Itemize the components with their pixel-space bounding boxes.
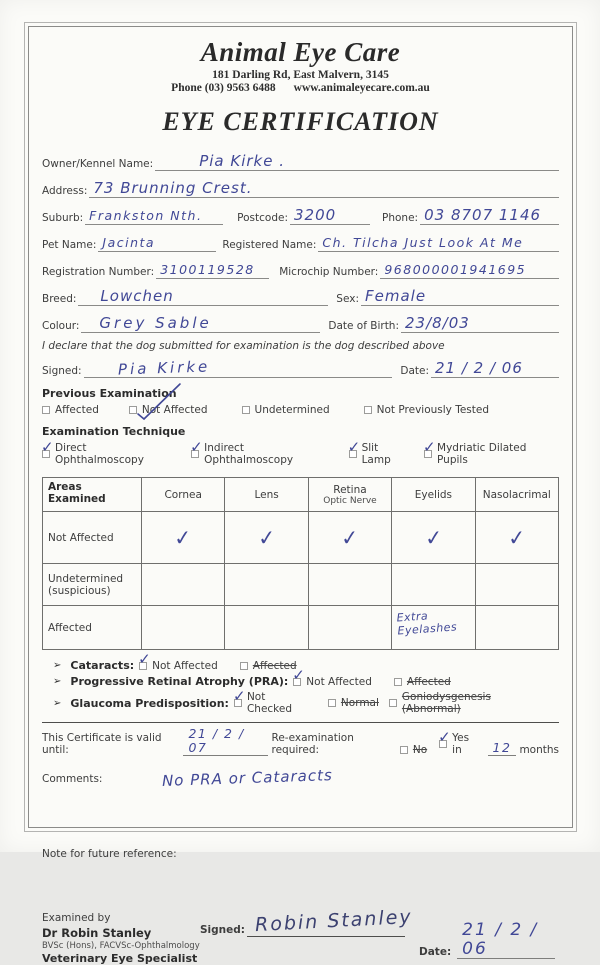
suburb-field [85, 205, 223, 225]
retina-label: Retina [333, 483, 367, 496]
examiner-signature: Robin Stanley [254, 905, 414, 937]
dob-label: Date of Birth: [328, 320, 399, 332]
phone-field [420, 205, 559, 225]
address-label: Address: [42, 185, 88, 197]
clinic-contact [42, 82, 559, 94]
handwritten-note-extra-eyelashes: Extra Eyelashes [396, 609, 458, 638]
future-note-label: Note for future reference: [42, 848, 177, 860]
microchip-number-field [380, 259, 559, 279]
cataracts-affected-option [240, 660, 297, 672]
checkbox-icon [347, 438, 361, 458]
owner-signed-label: Signed: [42, 365, 82, 377]
tick-icon: ✓ [173, 524, 194, 551]
owner-value: Pia Kirke . [199, 152, 285, 170]
declaration-text: I declare that the dog submitted for examination is the dog described above [42, 340, 445, 352]
owner-date-field [431, 358, 559, 378]
checkbox-icon [394, 678, 402, 686]
checkbox-icon [438, 728, 451, 748]
document-border [24, 22, 577, 965]
address-row [42, 178, 559, 198]
pra-affected-option [394, 676, 451, 688]
tick-icon: ✓ [506, 524, 527, 551]
prev-exam-option-not-affected [129, 404, 208, 416]
option-label: Affected [252, 659, 297, 672]
comments-value: No PRA or Cataracts [162, 766, 334, 790]
owner-label: Owner/Kennel Name: [42, 158, 154, 170]
registration-number-value: 3100119528 [160, 262, 255, 277]
option-label: No [412, 744, 428, 756]
prev-exam-option-affected [42, 404, 99, 416]
column-header-cornea: Cornea [142, 478, 225, 512]
suburb-row [42, 205, 559, 225]
table-row-not-affected [43, 512, 559, 564]
microchip-number-label: Microchip Number: [279, 266, 379, 278]
cell-not-affected-cornea [142, 512, 225, 564]
registered-name-label: Registered Name: [222, 239, 317, 251]
option-label: Not Affected [306, 675, 372, 688]
postcode-label: Postcode: [237, 212, 289, 224]
prev-exam-option-not-previously-tested [364, 404, 489, 416]
finding-label: Glaucoma Predisposition: [70, 696, 229, 710]
examiner-date-row [419, 920, 559, 959]
option-label: Yes in [452, 732, 470, 756]
cell-affected-lens [225, 606, 308, 650]
option-label: Affected [406, 675, 451, 688]
postcode-field [290, 205, 370, 225]
option-label: Affected [55, 404, 99, 416]
examination-technique-options [41, 438, 559, 466]
valid-until-value: 21 / 2 / 07 [188, 726, 245, 755]
tick-icon: ✓ [340, 524, 360, 551]
reexam-no-option [400, 744, 427, 756]
option-label: Not Checked [246, 691, 293, 715]
checkbox-icon [138, 649, 151, 670]
phone-label: Phone: [382, 212, 419, 224]
cell-affected-cornea [142, 606, 225, 650]
option-label: Not Affected [152, 659, 218, 672]
cell-not-affected-retina [308, 512, 391, 564]
document-content [28, 26, 573, 965]
examination-technique-section [42, 425, 559, 466]
owner-row [42, 151, 559, 171]
column-header-lens: Lens [225, 478, 308, 512]
registration-row [42, 259, 559, 279]
row-label: Undetermined (suspicious) [43, 564, 142, 606]
pet-name-value: Jacinta [102, 235, 156, 250]
checkbox-icon [190, 438, 203, 458]
clinic-phone: Phone (03) 9563 6488 [171, 82, 276, 94]
breed-label: Breed: [42, 293, 77, 305]
address-value: 73 Brunning Crest. [93, 179, 253, 197]
finding-glaucoma [42, 687, 559, 715]
comments-label: Comments: [42, 773, 103, 785]
separator-rule [42, 722, 559, 723]
tick-icon: ✓ [347, 438, 361, 456]
tick-icon: ✓ [41, 438, 54, 456]
owner-signed-row [42, 358, 559, 378]
table-row-affected [43, 606, 559, 650]
microchip-number-value: 968000001941695 [384, 262, 527, 277]
certificate-title: EYE CERTIFICATION [162, 107, 439, 136]
table-row-undetermined [43, 564, 559, 606]
examiner-signed-label: Signed: [200, 924, 245, 936]
option-label: Mydriatic Dilated Pupils [437, 442, 527, 466]
dob-value: 23/8/03 [405, 314, 470, 332]
option-label: Not Previously Tested [376, 404, 490, 416]
glaucoma-goniodysgenesis-option [389, 691, 537, 715]
examiner-signature-field [247, 905, 414, 937]
registration-number-label: Registration Number: [42, 266, 155, 278]
finding-cataracts [42, 649, 559, 672]
owner-signature: Pia Kirke [117, 357, 211, 379]
sex-field [361, 286, 559, 306]
technique-direct-ophthalmoscopy [41, 438, 177, 466]
previous-examination-options [42, 404, 559, 416]
months-suffix: months [519, 744, 559, 756]
cell-not-affected-lens [225, 512, 308, 564]
suburb-value: Frankston Nth. [89, 208, 203, 223]
cell-not-affected-nasolacrimal [475, 512, 558, 564]
checkbox-icon [364, 406, 372, 414]
colour-label: Colour: [42, 320, 80, 332]
cell-affected-nasolacrimal [475, 606, 558, 650]
clinic-address-text: 181 Darling Rd, East Malvern, 3145 [212, 69, 389, 81]
validity-prefix: This Certificate is valid until: [42, 732, 162, 756]
cell-undetermined-eyelids [392, 564, 475, 606]
examiner-qualifications: BVSc (Hons), FACVSc-Ophthalmology [42, 941, 200, 951]
arrow-bullet-icon: ➢ [53, 676, 62, 687]
examination-technique-heading: Examination Technique [42, 425, 186, 438]
reexam-months-field [488, 741, 517, 756]
tick-icon: ✓ [138, 649, 151, 668]
tick-icon: ✓ [423, 438, 436, 456]
examiner-section [42, 905, 559, 965]
examiner-title: Veterinary Eye Specialist [42, 952, 198, 965]
breed-row [42, 286, 559, 306]
checkbox-icon [42, 406, 50, 414]
cell-affected-eyelids [392, 606, 475, 650]
breed-value: Lowchen [100, 287, 174, 305]
registered-name-field [318, 232, 559, 252]
pet-name-label: Pet Name: [42, 239, 97, 251]
reexam-yes-option [438, 728, 478, 756]
sex-label: Sex: [336, 293, 359, 305]
table-header-row [43, 478, 559, 512]
checkbox-icon [240, 662, 248, 670]
sex-value: Female [365, 287, 427, 305]
checkbox-icon [232, 687, 246, 707]
checkbox-icon [242, 406, 250, 414]
tick-icon: ✓ [292, 665, 305, 684]
reexam-months-value: 12 [492, 740, 512, 755]
registered-name-value: Ch. Tilcha Just Look At Me [322, 235, 524, 250]
cell-not-affected-eyelids [392, 512, 475, 564]
option-label: Direct Ophthalmoscopy [55, 442, 144, 466]
colour-row [42, 313, 559, 333]
postcode-value: 3200 [294, 206, 337, 224]
clinic-address [42, 69, 559, 81]
column-header-retina [308, 478, 391, 512]
cell-undetermined-retina [308, 564, 391, 606]
validity-row [42, 727, 559, 756]
option-label: Not Affected [141, 404, 208, 416]
colour-field [81, 313, 320, 333]
examiner-date-field [457, 920, 555, 959]
examiner-identity [42, 912, 200, 965]
examiner-signed-row [200, 905, 414, 937]
cell-undetermined-cornea [142, 564, 225, 606]
option-label: Goniodysgenesis (Abnormal) [401, 691, 491, 715]
checkbox-icon [129, 406, 137, 414]
arrow-bullet-icon: ➢ [53, 697, 62, 709]
row-label: Not Affected [43, 512, 142, 564]
finding-label: Progressive Retinal Atrophy (PRA): [70, 675, 289, 688]
examined-by-label: Examined by [42, 912, 111, 924]
checkbox-icon [400, 746, 408, 754]
previous-examination-section [42, 387, 559, 416]
owner-field [155, 151, 559, 171]
breed-field [78, 286, 328, 306]
checkbox-icon [41, 438, 54, 458]
tick-icon: ✓ [190, 438, 203, 456]
arrow-bullet-icon: ➢ [53, 660, 62, 671]
tick-icon: ✓ [256, 524, 277, 551]
glaucoma-not-checked-option [232, 687, 306, 715]
reexam-label: Re-examination required: [271, 732, 354, 756]
finding-label: Cataracts: [70, 659, 135, 672]
technique-mydriatic-dilated-pupils [423, 438, 559, 466]
dob-field [401, 313, 559, 333]
prev-exam-option-undetermined [242, 404, 330, 416]
owner-date-value: 21 / 2 / 06 [435, 359, 523, 377]
areas-examined-table [42, 477, 559, 650]
findings-section [42, 649, 559, 715]
clinic-website: www.animaleyecare.com.au [293, 82, 430, 94]
corner-header: Areas Examined [43, 478, 142, 512]
tick-icon: ✓ [423, 524, 444, 551]
registration-number-field [156, 259, 269, 279]
tick-icon: ✓ [232, 687, 246, 705]
tick-icon: ✓ [438, 728, 451, 746]
glaucoma-normal-option [328, 697, 379, 709]
owner-signature-field [84, 358, 393, 378]
previous-examination-heading: Previous Examination [42, 387, 177, 400]
technique-slit-lamp [347, 438, 410, 466]
checkbox-icon [389, 699, 397, 707]
address-field [89, 178, 559, 198]
cell-undetermined-nasolacrimal [475, 564, 558, 606]
column-header-nasolacrimal: Nasolacrimal [475, 478, 558, 512]
examiner-name: Dr Robin Stanley [42, 926, 152, 940]
valid-until-field [183, 727, 267, 756]
technique-indirect-ophthalmoscopy [190, 438, 334, 466]
option-label: Normal [340, 697, 379, 709]
phone-value: 03 8707 1146 [424, 206, 542, 224]
examiner-date-label: Date: [419, 946, 452, 958]
cataracts-not-affected-option [138, 649, 218, 672]
cell-affected-retina [308, 606, 391, 650]
pet-name-field [98, 232, 216, 252]
option-label: Undetermined [254, 404, 330, 416]
owner-date-label: Date: [400, 365, 429, 377]
cell-undetermined-lens [225, 564, 308, 606]
examiner-date-value: 21 / 2 / 06 [462, 920, 539, 959]
clinic-name: Animal Eye Care [200, 37, 401, 67]
column-header-eyelids: Eyelids [392, 478, 475, 512]
suburb-label: Suburb: [42, 212, 84, 224]
pra-not-affected-option [292, 665, 372, 688]
option-label: Slit Lamp [361, 442, 391, 466]
option-label: Indirect Ophthalmoscopy [204, 442, 294, 466]
checkbox-icon [423, 438, 436, 458]
pet-name-row [42, 232, 559, 252]
checkbox-icon [292, 665, 305, 686]
details-section [42, 151, 559, 378]
row-label: Affected [43, 606, 142, 650]
comments-section [42, 766, 559, 790]
checkbox-icon [328, 699, 336, 707]
colour-value: Grey Sable [99, 314, 212, 332]
optic-nerve-sublabel: Optic Nerve [323, 495, 377, 506]
